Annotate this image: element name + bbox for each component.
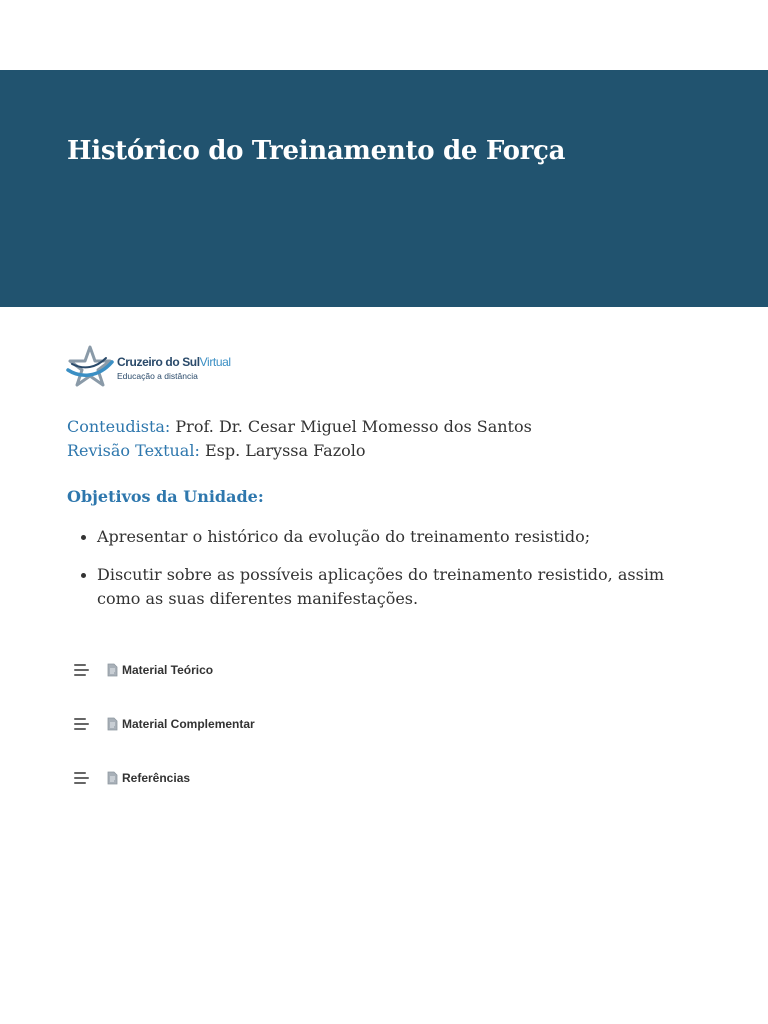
objectives-list: [79, 525, 679, 625]
document-icon: [107, 717, 118, 731]
review-label: Revisão Textual:: [67, 441, 200, 460]
logo-tagline: Educação a distância: [117, 371, 198, 381]
nav-label: Material Complementar: [122, 717, 255, 731]
document-icon: [107, 771, 118, 785]
review-value: Esp. Laryssa Fazolo: [204, 441, 366, 460]
nav-label: Material Teórico: [122, 663, 214, 677]
nav-item-material-complementar[interactable]: [74, 714, 374, 734]
credits-block: [67, 415, 532, 463]
nav-label: Referências: [122, 771, 191, 785]
menu-lines-icon: [74, 718, 90, 730]
objectives-title: Objetivos da Unidade:: [67, 487, 264, 506]
review-row: [67, 439, 532, 463]
menu-lines-icon: [74, 772, 90, 784]
institution-logo: [66, 344, 236, 388]
document-icon: [107, 663, 118, 677]
logo-name: Cruzeiro do Sul: [117, 355, 200, 369]
list-item: Discutir sobre as possíveis aplicações do treinamento resistido, assim como as suas diferentes manifestações.: [79, 563, 679, 611]
logo-wordmark: [117, 355, 231, 369]
page-title: Histórico do Treinamento de Força: [67, 136, 566, 166]
menu-lines-icon: [74, 664, 90, 676]
author-row: [67, 415, 532, 439]
nav-item-material-teorico[interactable]: [74, 660, 374, 680]
header-banner: [0, 70, 768, 307]
list-item: Apresentar o histórico da evolução do treinamento resistido;: [79, 525, 679, 549]
author-label: Conteudista:: [67, 417, 171, 436]
logo-name-accent: Virtual: [199, 355, 231, 369]
star-logo-icon: [66, 344, 114, 388]
author-value: Prof. Dr. Cesar Miguel Momesso dos Santos: [175, 417, 532, 436]
nav-item-referencias[interactable]: [74, 768, 374, 788]
